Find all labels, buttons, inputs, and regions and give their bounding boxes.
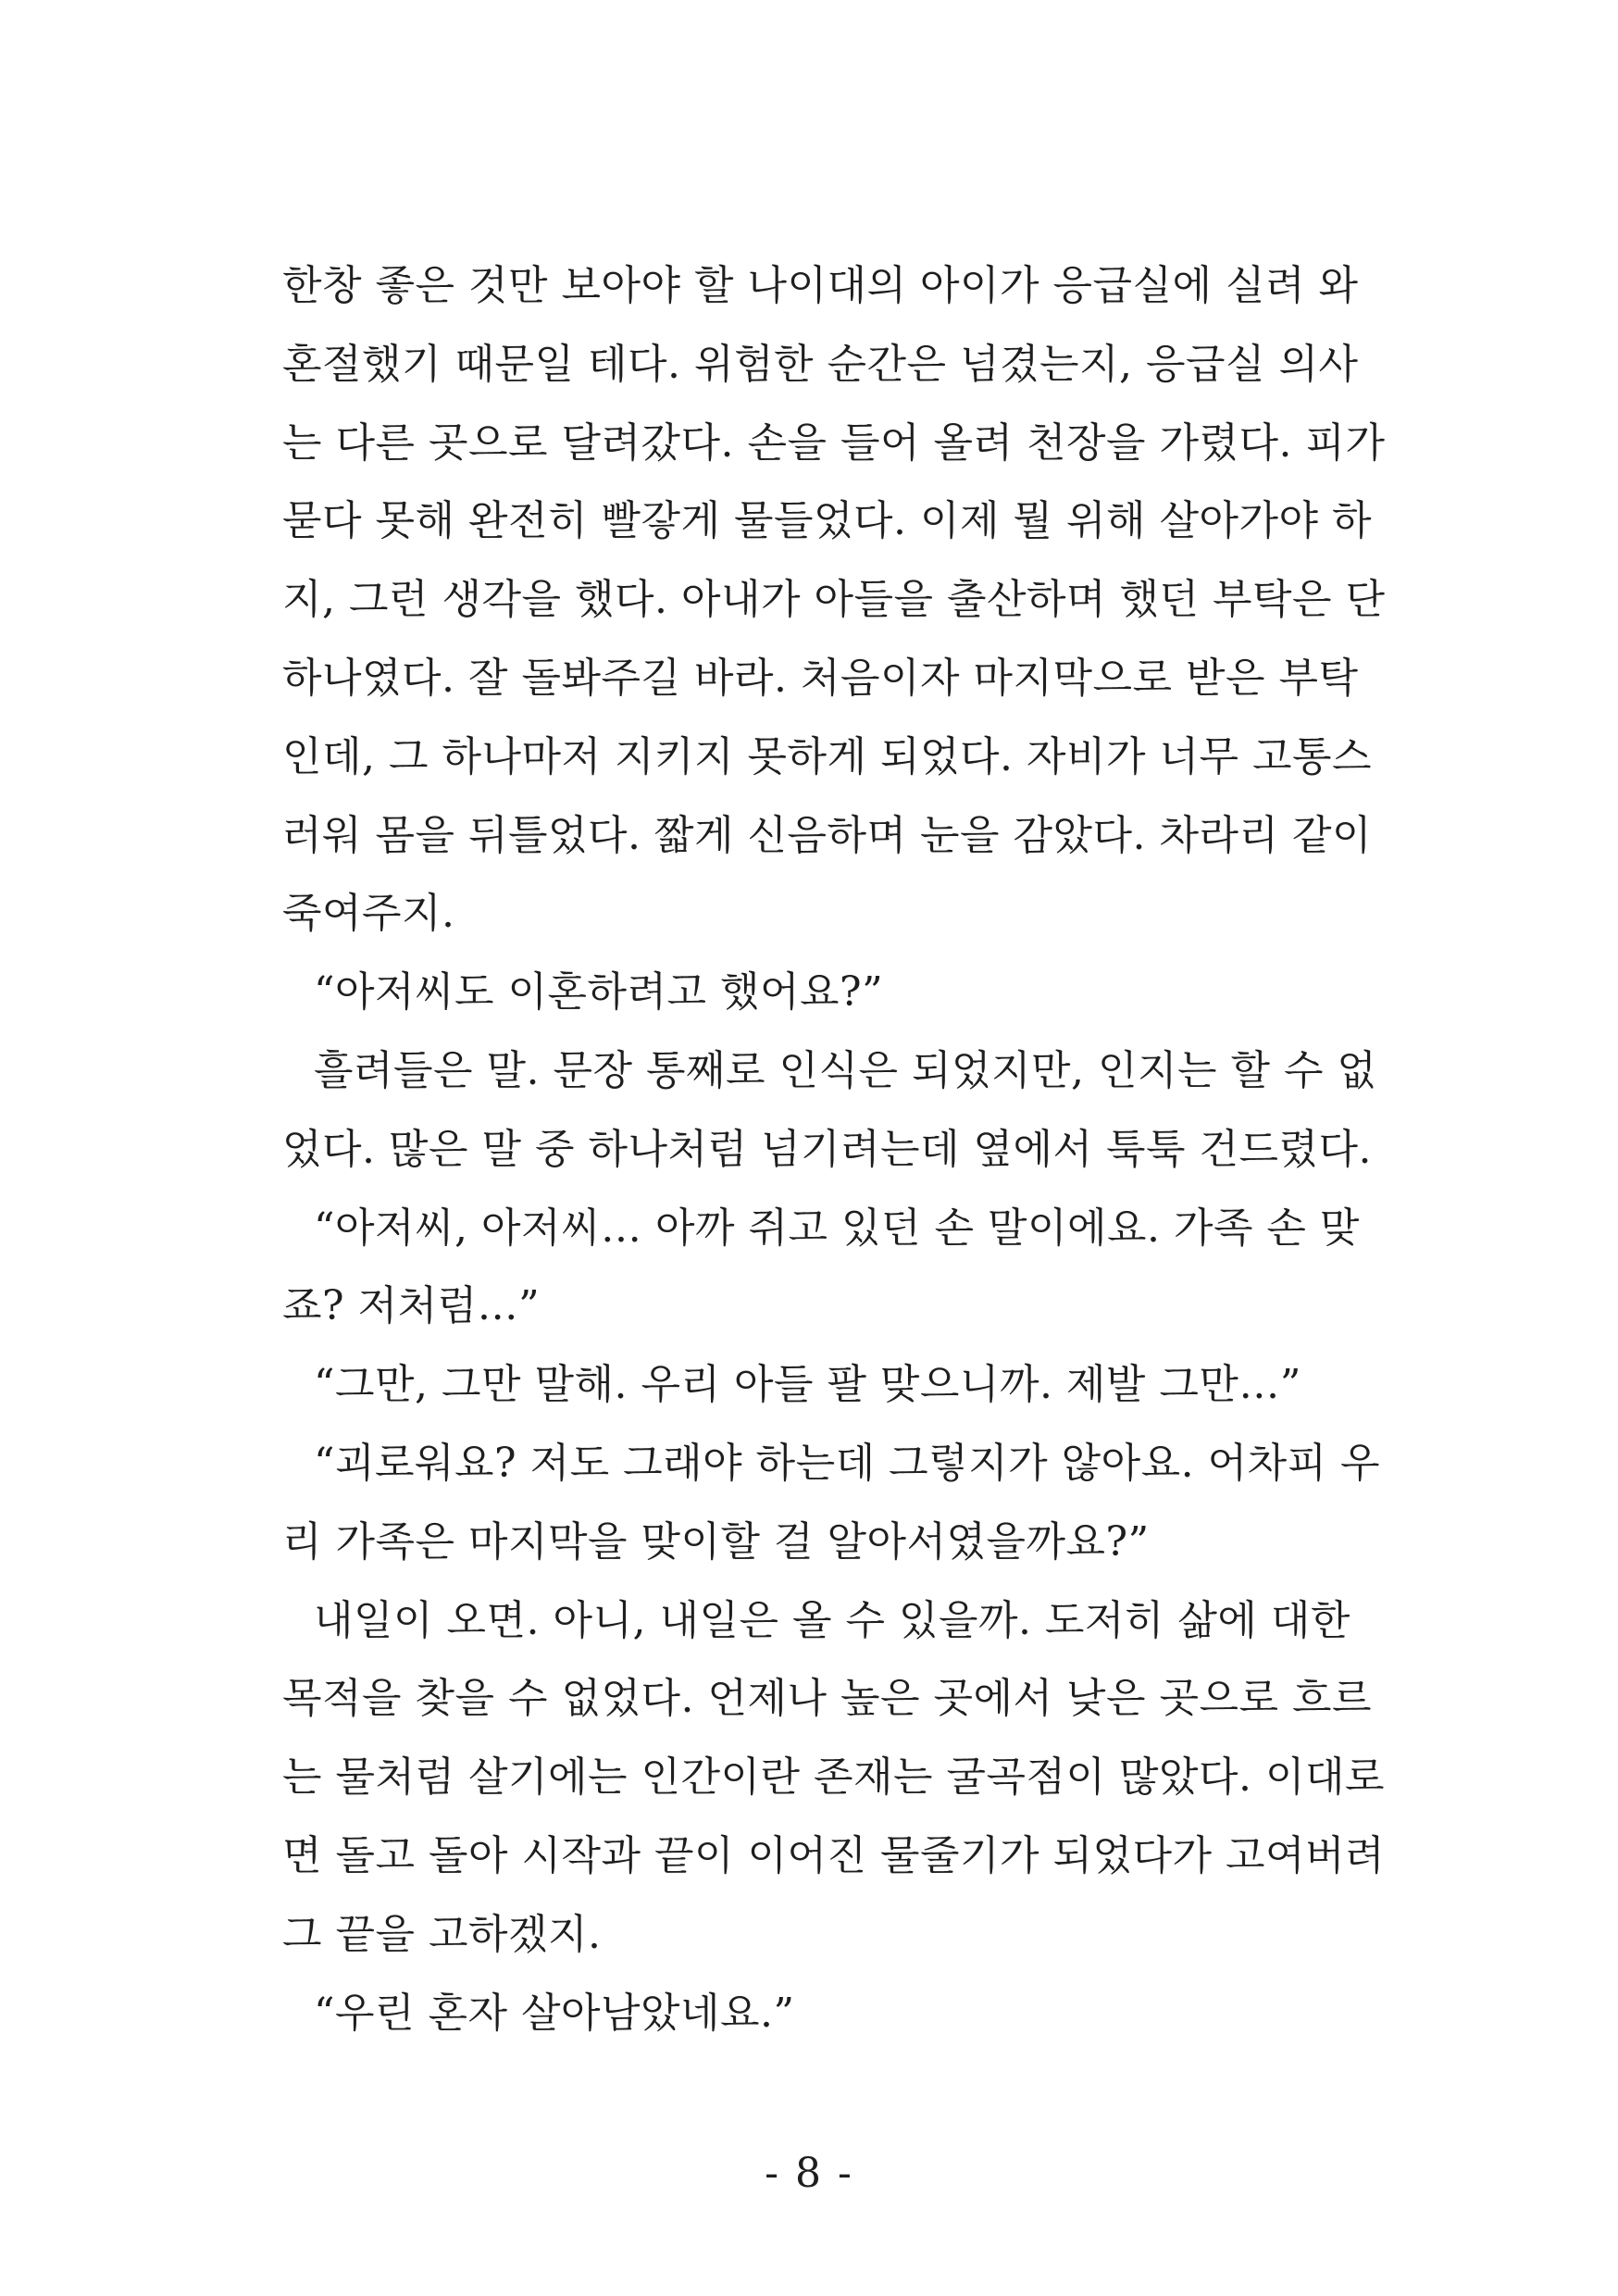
text-line: 지, 그런 생각을 했다. 아내가 아들을 출산하며 했던 부탁은 단 <box>282 576 1386 624</box>
dialogue-line: “그만, 그만 말해. 우리 아들 팔 맞으니까. 제발 그만…” <box>314 1361 1301 1409</box>
text-line: 그 끝을 고하겠지. <box>282 1910 602 1958</box>
page-number: - 8 - <box>765 2150 853 2197</box>
text-line: 묻다 못해 완전히 빨갛게 물들었다. 이제 뭘 위해 살아가야 하 <box>282 497 1372 545</box>
text-line: 는 다른 곳으로 달려갔다. 손을 들어 올려 천장을 가렸다. 피가 <box>282 418 1386 467</box>
body-text <box>282 247 1386 2053</box>
text-line: 내일이 오면. 아니, 내일은 올 수 있을까. 도저히 삶에 대한 <box>314 1596 1350 1644</box>
dialogue-line: “아저씨도 이혼하려고 했어요?” <box>314 968 884 1017</box>
text-line: 목적을 찾을 수 없었다. 언제나 높은 곳에서 낮은 곳으로 흐르 <box>282 1675 1372 1723</box>
text-line: 인데, 그 하나마저 지키지 못하게 되었다. 자비가 너무 고통스 <box>282 732 1372 780</box>
dialogue-line: 죠? 저처럼…” <box>282 1282 541 1330</box>
dialogue-line: “아저씨, 아저씨… 아까 쥐고 있던 손 말이에요. 가족 손 맞 <box>314 1204 1360 1252</box>
text-line: 는 물처럼 살기에는 인간이란 존재는 굴곡점이 많았다. 이대로 <box>282 1753 1385 1802</box>
text-line: 흘려들은 말. 문장 통째로 인식은 되었지만, 인지는 할 수 없 <box>314 1046 1377 1094</box>
text-line: 죽여주지. <box>282 890 455 938</box>
text-line: 혼절했기 때문일 테다. 위험한 순간은 넘겼는지, 응급실 의사 <box>282 340 1359 388</box>
dialogue-line: “우린 혼자 살아남았네요.” <box>314 1989 795 2037</box>
text-line: 한창 좋은 것만 보아야 할 나이대의 아이가 응급실에 실려 와 <box>282 262 1359 309</box>
dialogue-line: 리 가족은 마지막을 맞이할 걸 알아서였을까요?” <box>282 1517 1150 1566</box>
text-line: 면 돌고 돌아 시작과 끝이 이어진 물줄기가 되었다가 고여버려 <box>282 1831 1385 1879</box>
text-line: 었다. 많은 말 중 하나처럼 넘기려는데 옆에서 툭툭 건드렸다. <box>282 1125 1372 1173</box>
text-line: 하나였다. 잘 돌봐주길 바라. 처음이자 마지막으로 받은 부탁 <box>282 654 1359 702</box>
text-line: 러워 몸을 뒤틀었다. 짧게 신음하며 눈을 감았다. 차라리 같이 <box>282 811 1372 859</box>
dialogue-line: “괴로워요? 저도 그래야 하는데 그렇지가 않아요. 어차피 우 <box>314 1439 1381 1487</box>
